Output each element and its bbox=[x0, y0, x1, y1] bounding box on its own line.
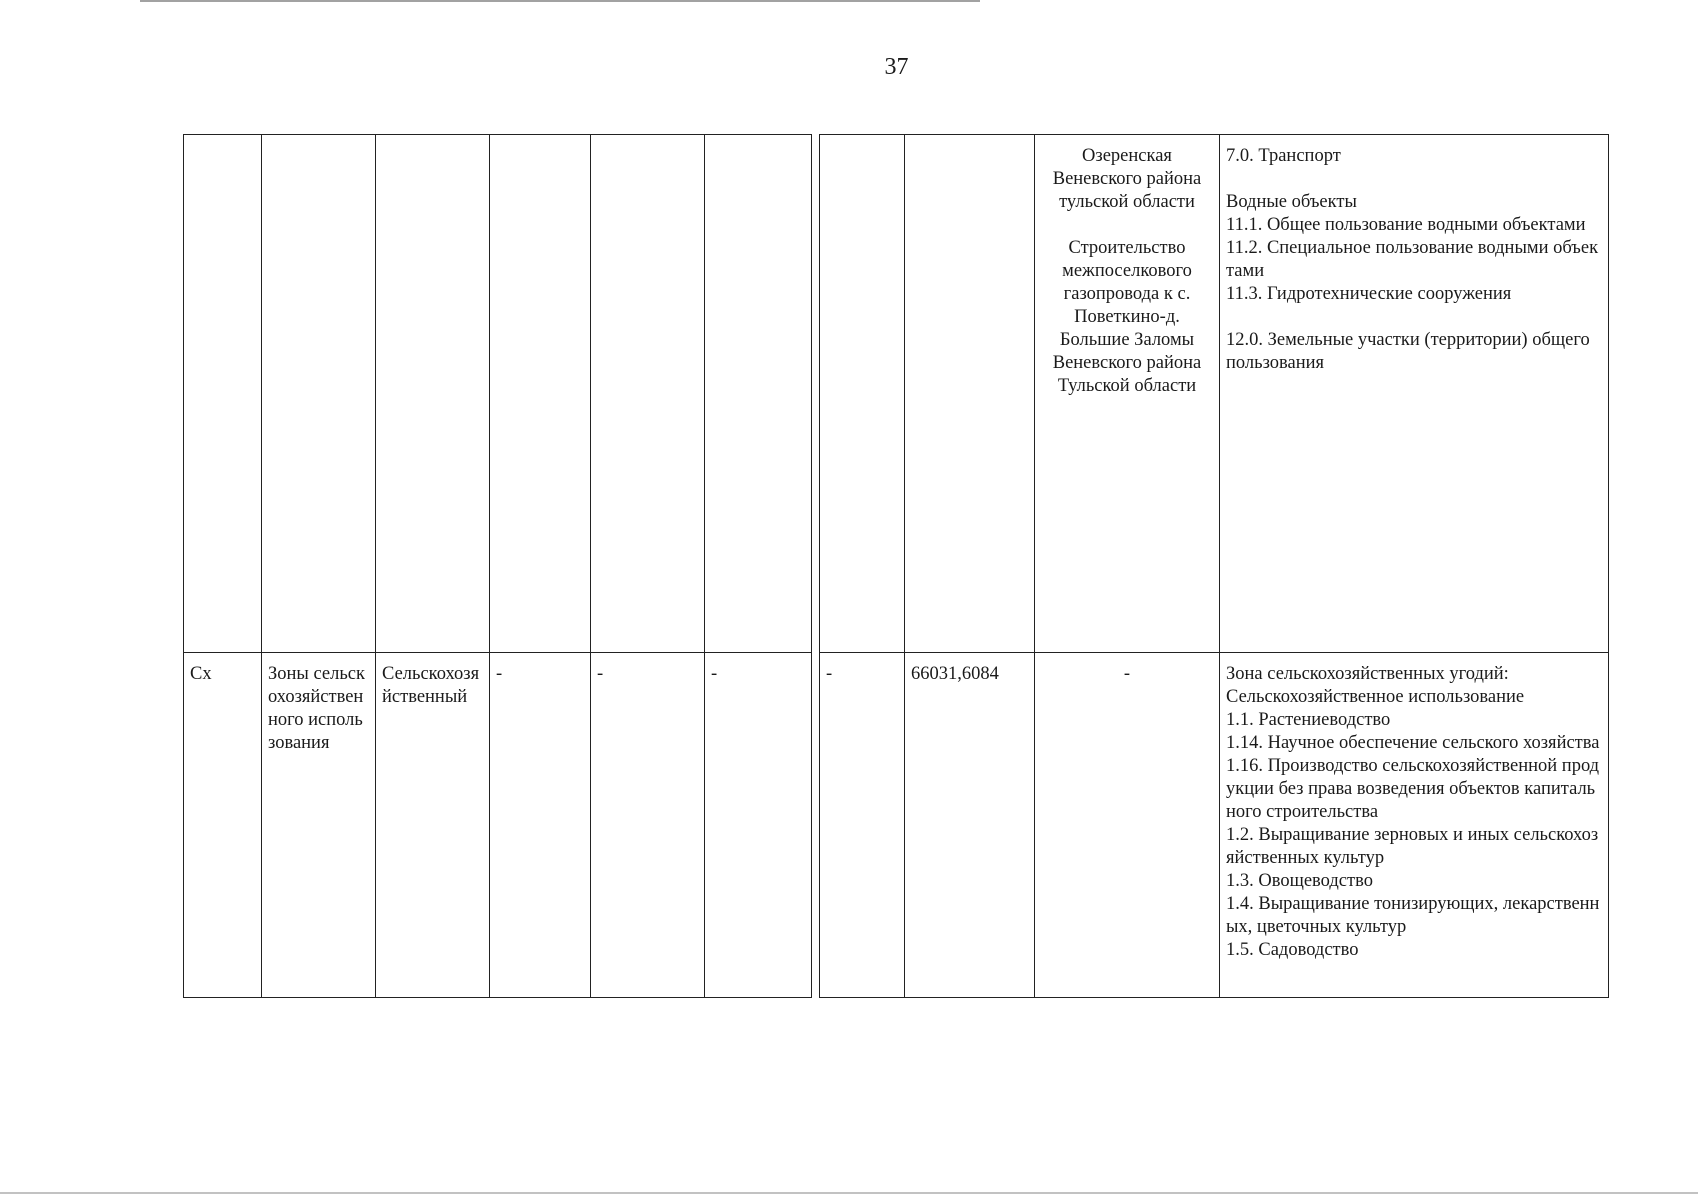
project-line: Веневского района bbox=[1052, 353, 1202, 373]
table-cell: - bbox=[820, 653, 905, 998]
use-line: 1.3. Овощеводство bbox=[1226, 871, 1373, 891]
table-cell: - bbox=[591, 653, 705, 998]
table-cell bbox=[591, 135, 705, 653]
use-line: 1.1. Растениеводство bbox=[1226, 710, 1391, 730]
use-line: 7.0. Транспорт bbox=[1226, 146, 1341, 166]
location-line: Озеренская bbox=[1082, 146, 1172, 166]
zone-code-cell: Сх bbox=[184, 653, 262, 998]
table-cell bbox=[705, 135, 812, 653]
table-cell bbox=[184, 135, 262, 653]
use-line: Сельскохозяйственное использование bbox=[1226, 687, 1525, 707]
use-line: 1.14. Научное обеспечение сельского хозяйства bbox=[1226, 733, 1600, 753]
scan-artifact-bottom bbox=[0, 1192, 1698, 1194]
use-line: 1.16. Производство сельскохозяйственной продукции без права возведения объектов капитального строительства bbox=[1226, 756, 1600, 822]
table-cell bbox=[262, 135, 376, 653]
location-line: Веневского района bbox=[1052, 169, 1202, 189]
use-line: 12.0. Земельные участки (территории) общего пользования bbox=[1226, 330, 1590, 373]
project-line: газопровода к с. bbox=[1063, 284, 1191, 304]
table-cell: - bbox=[490, 653, 591, 998]
project-line: Поветкино-д. bbox=[1074, 307, 1180, 327]
table-cell bbox=[490, 135, 591, 653]
table-row bbox=[184, 653, 1609, 998]
zoning-table bbox=[183, 134, 1609, 998]
use-line: Водные объекты bbox=[1226, 192, 1357, 212]
project-line: Строительство bbox=[1068, 238, 1186, 258]
zone-name-cell: Зоны сельскохозяйственного использования bbox=[262, 653, 376, 998]
location-line: тульской области bbox=[1059, 192, 1195, 212]
project-line: Большие Заломы bbox=[1059, 330, 1195, 350]
use-line: 1.4. Выращивание тонизирующих, лекарственных, цветочных культур bbox=[1226, 894, 1600, 937]
permitted-uses-cell bbox=[1220, 653, 1609, 998]
category-cell: Сельскохозяйственный bbox=[376, 653, 490, 998]
use-line: 11.3. Гидротехнические сооружения bbox=[1226, 284, 1512, 304]
area-cell: 66031,6084 bbox=[905, 653, 1035, 998]
table-gap bbox=[812, 135, 820, 653]
scan-artifact-top bbox=[140, 0, 980, 2]
table-cell bbox=[376, 135, 490, 653]
table-gap bbox=[812, 653, 820, 998]
project-line: Тульской области bbox=[1057, 376, 1197, 396]
use-line: Зона сельскохозяйственных угодий: bbox=[1226, 664, 1509, 684]
table-cell: - bbox=[1035, 653, 1220, 998]
use-line: 11.1. Общее пользование водными объектами bbox=[1226, 215, 1586, 235]
use-line: 1.5. Садоводство bbox=[1226, 940, 1359, 960]
table-cell bbox=[905, 135, 1035, 653]
permitted-uses-cell bbox=[1220, 135, 1609, 653]
page-number: 37 bbox=[884, 54, 909, 80]
project-line: межпоселкового bbox=[1062, 261, 1192, 281]
location-cell bbox=[1035, 135, 1220, 653]
use-line: 11.2. Специальное пользование водными объектами bbox=[1226, 238, 1599, 281]
table-cell: - bbox=[705, 653, 812, 998]
table-cell bbox=[820, 135, 905, 653]
use-line: 1.2. Выращивание зерновых и иных сельскохозяйственных культур bbox=[1226, 825, 1599, 868]
table-row bbox=[184, 135, 1609, 653]
